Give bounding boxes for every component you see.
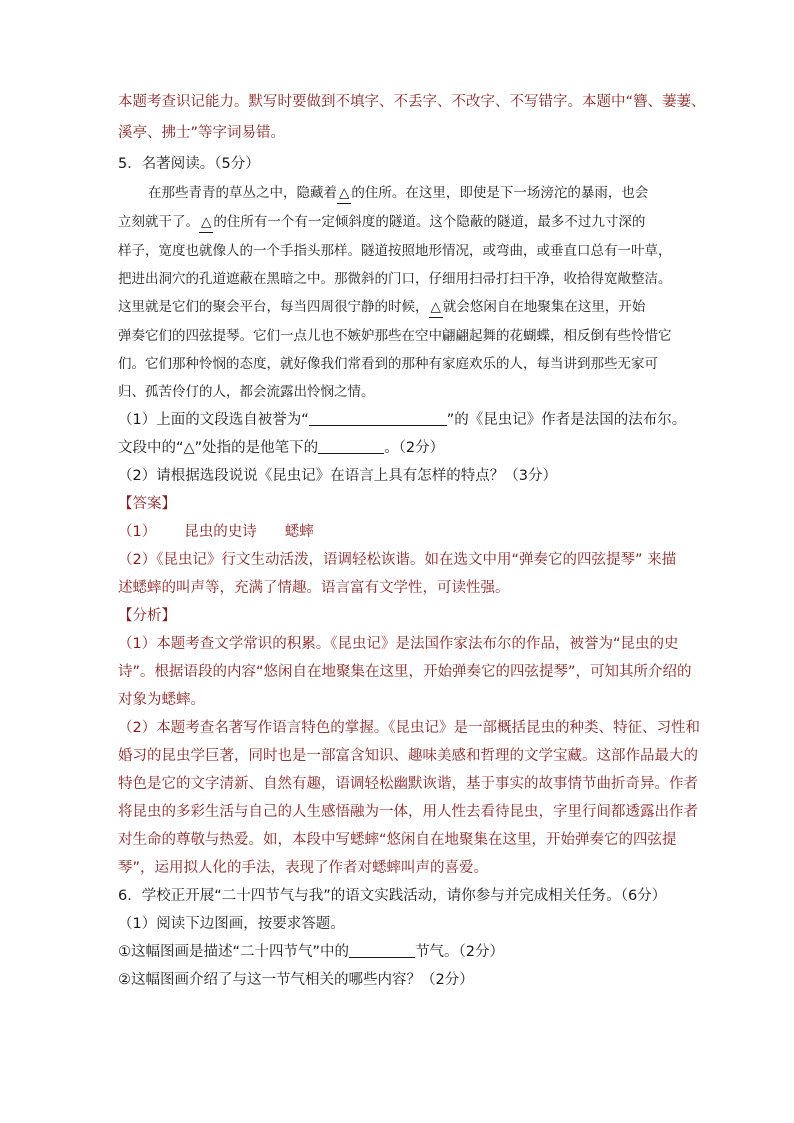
passage-line-3: 样子，宽度也就像人的一个手指头那样。隧道按照地形情况，或弯曲，或垂直口总有一叶草，: [118, 243, 672, 259]
passage-line-6: 弹奏它们的四弦提琴。它们一点儿也不嫉妒那些在空中翩翩起舞的花蝴蝶，相反倒有些怜惜它: [118, 328, 672, 344]
analysis-line: （1）本题考查文学常识的积累。《昆虫记》是法国作家法布尔的作品，被誉为“昆虫的史: [118, 636, 679, 652]
passage-line-1: 在那些青青的草丛之中，隐藏着 △ 的住所。在这里，即使是下一场滂沱的暴雨，也会: [118, 183, 678, 204]
analysis-line: （2）本题考查名著写作语言特色的掌握。《昆虫记》是一部概括昆虫的种类、特征、习性和: [118, 720, 700, 736]
question-5-title: 5．名著阅读。（5分）: [118, 156, 260, 172]
analysis-line: 婚习的昆虫学巨著，同时也是一部富含知识、趣味美感和哲理的文学宝藏。这部作品最大的: [118, 748, 698, 764]
passage-line-7: 们。它们那种怜悯的态度，就好像我们常看到的那种有家庭欢乐的人，每当讲到那些无家可: [118, 356, 658, 372]
analysis-line: 对象为蟋蟀。: [118, 692, 205, 708]
triangle-blank: △: [337, 183, 351, 204]
intro-line-1: 本题考查识记能力。默写时要做到不填字、不丢字、不改字、不写错字。本题中“簪、萋萋、: [118, 94, 706, 110]
answer-blank[interactable]: [318, 439, 384, 454]
q5-sub2: （2）请根据选段说说《昆虫记》在语言上具有怎样的特点？（3分）: [118, 468, 557, 484]
passage: [118, 183, 678, 402]
triangle-blank: △: [429, 297, 443, 318]
q6-item1: ①这幅图画是描述“二十四节气”中的 节气。（2分）: [118, 944, 505, 960]
answer-label: 【答案】: [118, 496, 176, 512]
passage-line-2: 立刻就干了。 △ 的住所有一个有一定倾斜度的隧道。这个隐蔽的隧道，最多不过九寸深的: [118, 212, 678, 233]
question-6-title: 6．学校正开展“二十四节气与我”的语文实践活动，请你参与并完成相关任务。（6分）: [118, 888, 667, 904]
analysis-line: 琴”，运用拟人化的手法，表现了作者对蟋蟀叫声的喜爱。: [118, 860, 489, 876]
answer-blank[interactable]: [309, 411, 447, 426]
triangle-blank: △: [199, 212, 213, 233]
q5-sub1-line2: 文段中的“△”处指的是他笔下的 。（2分）: [118, 440, 445, 456]
answer-2-line-2: 述蟋蟀的叫声等，充满了情趣。语言富有文学性，可读性强。: [118, 580, 510, 596]
answer-2-line-1: （2）《昆虫记》行文生动活泼，语调轻松诙谐。如在选文中用“弹奏它的四弦提琴” 来描: [118, 552, 677, 568]
q6-sub1: （1）阅读下边图画，按要求答题。: [118, 916, 345, 932]
answer-1: （1） 昆虫的史诗 蟋蟀: [118, 524, 314, 540]
analysis-line: 特色是它的文字清新、自然有趣，语调轻松幽默诙谐，基于事实的故事情节曲折奇异。作者: [118, 776, 698, 792]
passage-line-5: 这里就是它们的聚会平台，每当四周很宁静的时候， △ 就会悠闲自在地聚集在这里，开始: [118, 297, 678, 318]
analysis-line: 对生命的尊敬与热爱。如，本段中写蟋蟀“悠闲自在地聚集在这里，开始弹奏它的四弦提: [118, 832, 677, 848]
q5-sub1-line1: （1）上面的文段选自被誉为“ ”的《昆虫记》作者是法国的法布尔。: [118, 412, 687, 428]
q6-item2: ②这幅图画介绍了与这一节气相关的哪些内容？（2分）: [118, 972, 474, 988]
analysis-body: [118, 634, 700, 878]
passage-line-8: 归、孤苦伶仃的人，都会流露出怜悯之情。: [118, 384, 375, 400]
analysis-line: 诗”。根据语段的内容“悠闲自在地聚集在这里，开始弹奏它的四弦提琴”，可知其所介绍的: [118, 664, 692, 680]
passage-line-4: 把进出洞穴的孔道遮蔽在黑暗之中。那微斜的门口，仔细用扫帚打扫干净，收拾得宽敞整洁。: [118, 271, 672, 287]
document-page: [118, 92, 706, 990]
analysis-label: 【分析】: [118, 608, 176, 624]
intro-line-2: 溪亭、拂士”等字词易错。: [118, 125, 286, 141]
answer-blank[interactable]: [349, 943, 415, 958]
analysis-line: 将昆虫的多彩生活与自己的人生感悟融为一体，用人性去看待昆虫，字里行间都透露出作者: [118, 804, 698, 820]
